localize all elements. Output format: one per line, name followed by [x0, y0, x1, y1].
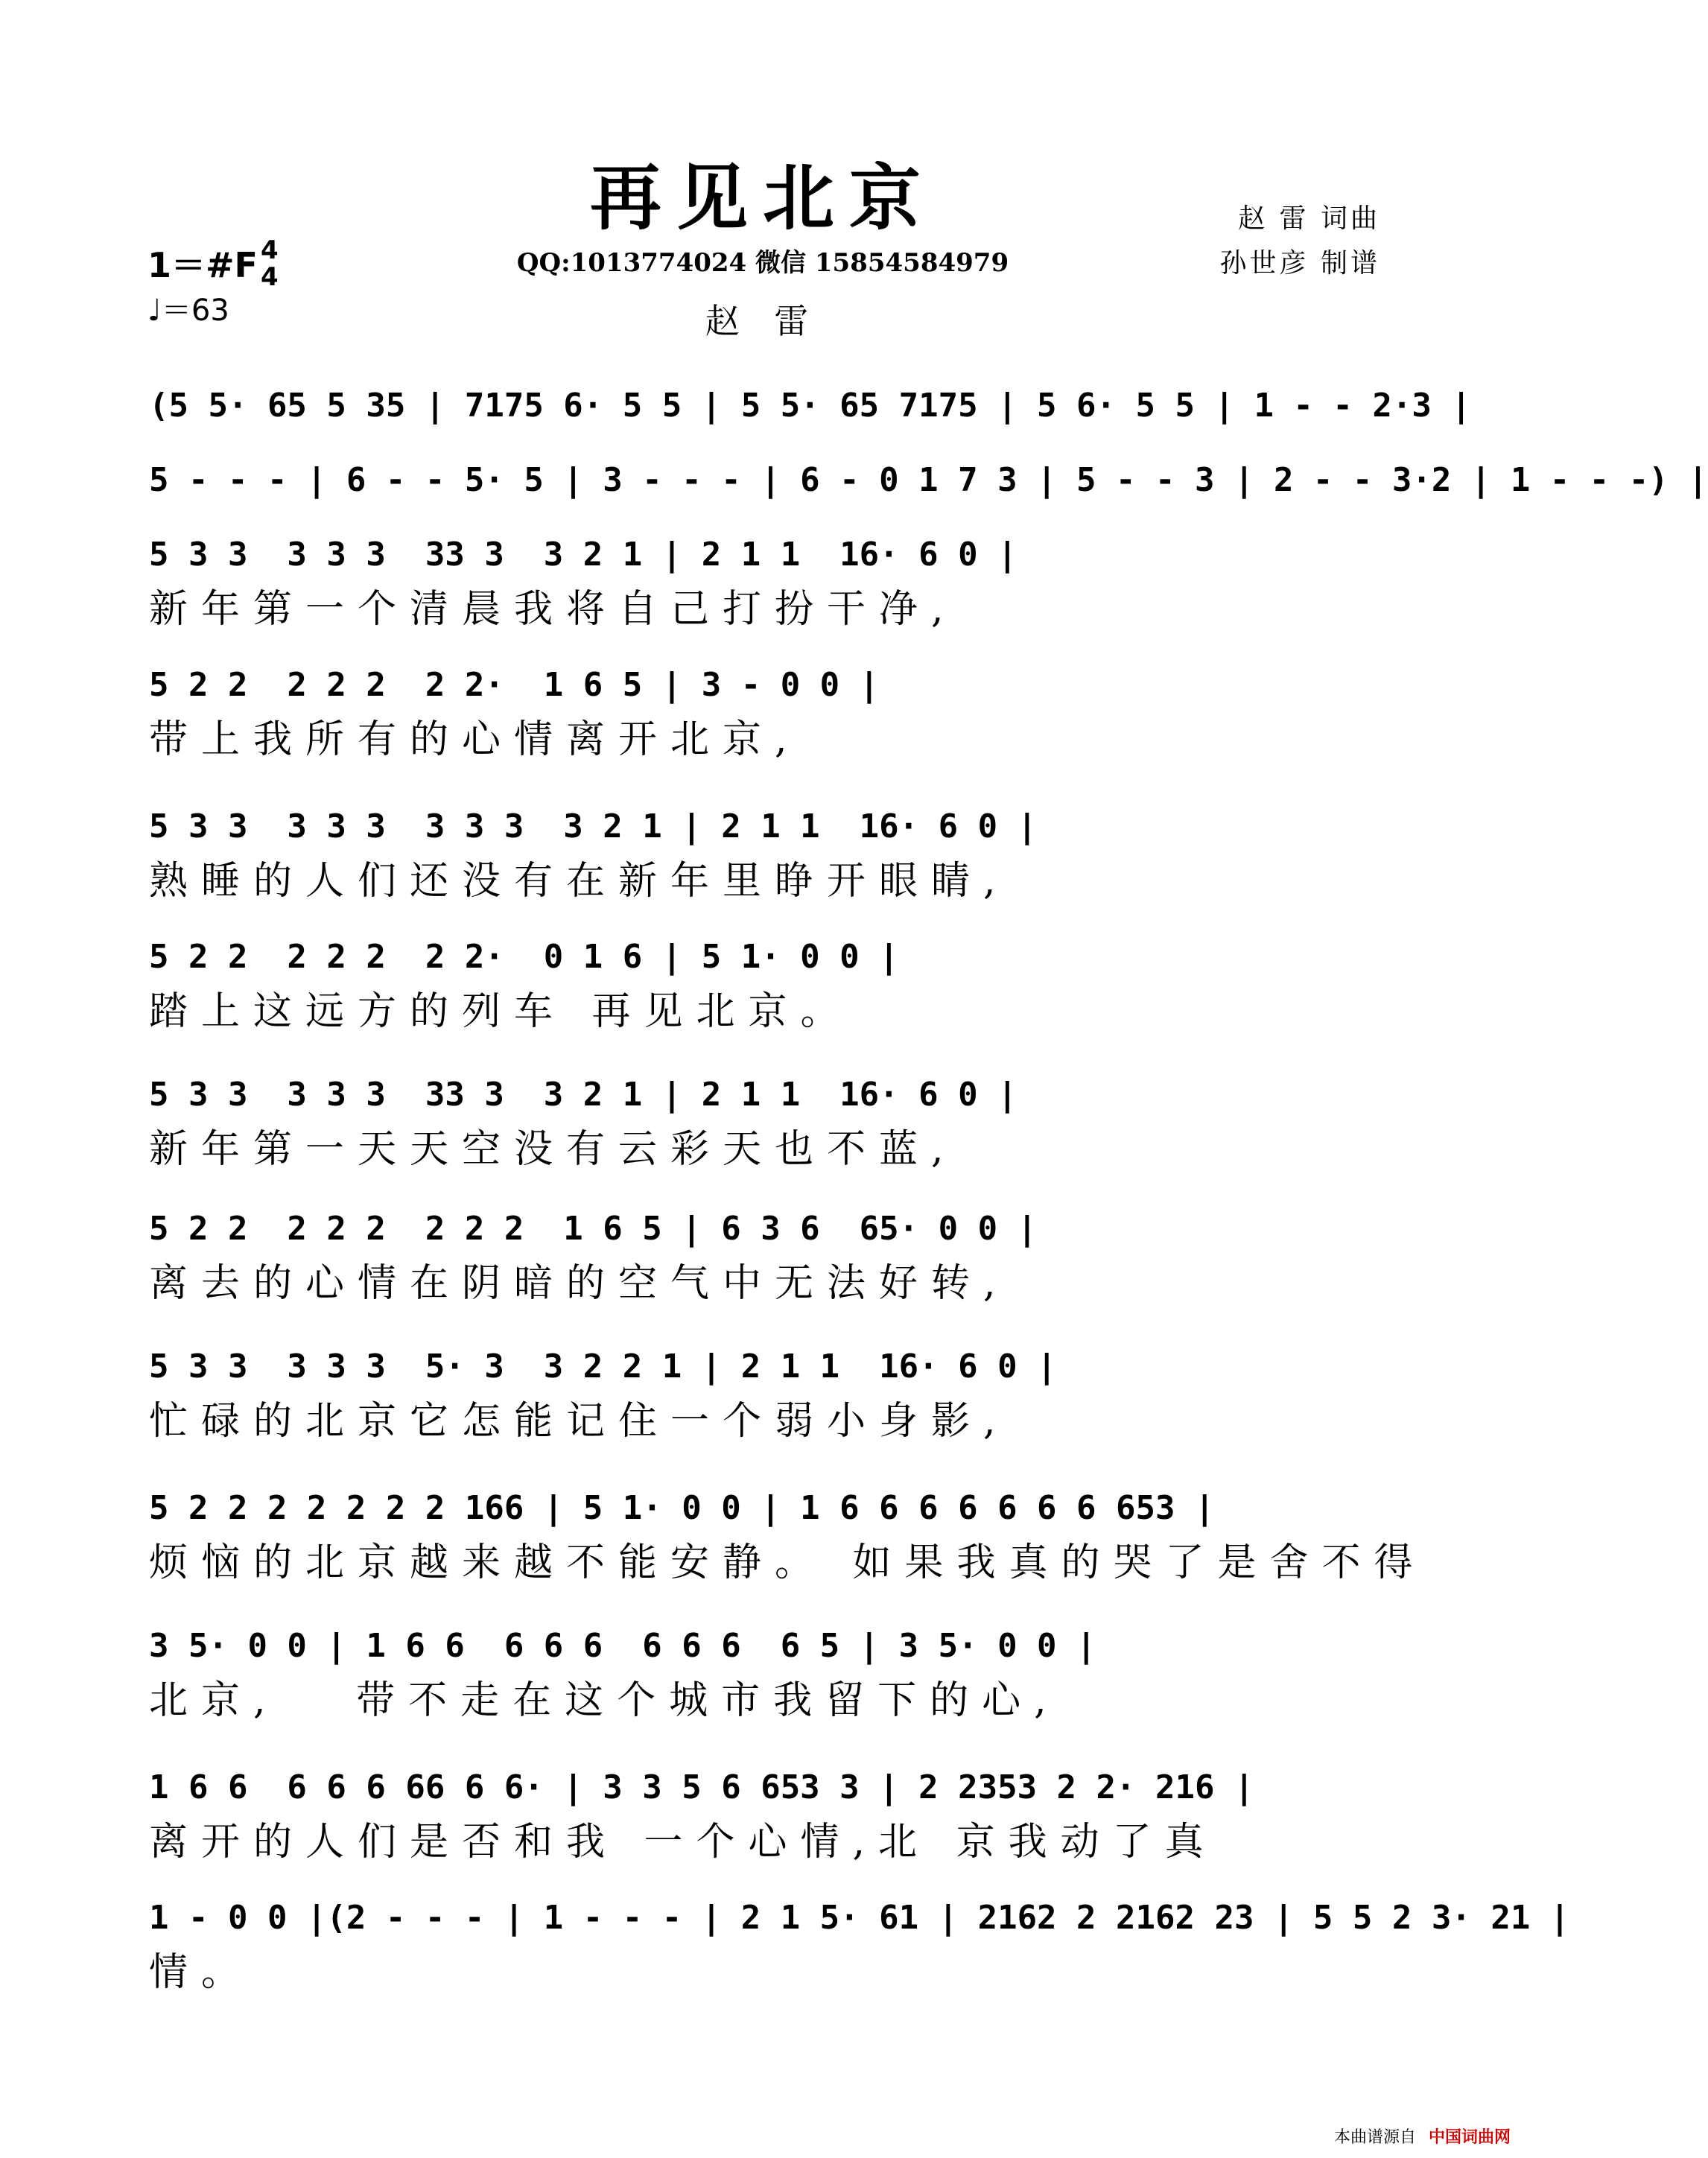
- notation-row: 5 3 3 3 3 3 33 3 3 2 1 | 2 1 1 16· 6 0 |: [149, 536, 1018, 574]
- score-line-9: [149, 1341, 1385, 1447]
- score-line-5: [149, 801, 1385, 907]
- notation-row: 5 3 3 3 3 3 5· 3 3 2 2 1 | 2 1 1 16· 6 0 |: [149, 1348, 1057, 1386]
- score-line-4: [149, 659, 1385, 766]
- notation-row: 3 5· 0 0 | 1 6 6 6 6 6 6 6 6 6 5 | 3 5· 0 0 |: [149, 1627, 1096, 1665]
- lyric-row: 离去的心情在阴暗的空气中无法好转,: [149, 1261, 1009, 1306]
- meter-bottom: 4: [261, 262, 279, 292]
- score-line-7: [149, 1069, 1385, 1175]
- lyric-row: 离开的人们是否和我 一个心情,北 京我动了真: [149, 1820, 1217, 1865]
- lyric-row: 新年第一个清晨我将自己打扮干净,: [149, 587, 957, 632]
- notation-row: 5 3 3 3 3 3 33 3 3 2 1 | 2 1 1 16· 6 0 |: [149, 1076, 1018, 1114]
- lyric-row: 带上我所有的心情离开北京,: [149, 717, 801, 762]
- score-credit: 孙世彦 制谱: [1219, 248, 1380, 279]
- song-title: 再见北京: [590, 156, 936, 240]
- lyric-row: 踏上这远方的列车 再见北京。: [149, 989, 853, 1034]
- lyric-row: 北京, 带不走在这个城市我留下的心,: [149, 1678, 1060, 1723]
- score-line-13: [149, 1892, 1570, 1999]
- score-line-10: [149, 1482, 1426, 1589]
- score-line-11: [149, 1620, 1385, 1727]
- contact-info: QQ:1013774024 微信 15854584979: [516, 248, 1009, 278]
- score-line-3: [149, 529, 1385, 635]
- score-line-6: [149, 931, 1385, 1038]
- lyric-row: 新年第一天天空没有云彩天也不蓝,: [149, 1127, 957, 1172]
- notation-row: 5 3 3 3 3 3 3 3 3 3 2 1 | 2 1 1 16· 6 0 |: [149, 807, 1038, 845]
- meter-top: 4: [261, 235, 279, 265]
- notation-row: 1 6 6 6 6 6 66 6 6· | 3 3 5 6 653 3 | 2 2353 2 2· 216 |: [149, 1768, 1254, 1806]
- lyric-row: 忙碌的北京它怎能记住一个弱小身影,: [149, 1399, 1009, 1444]
- tempo-marking: ♩＝63: [147, 293, 229, 328]
- footer-source: 本曲谱源自: [1333, 2128, 1416, 2147]
- lyric-row: 烦恼的北京越来越不能安静。 如果我真的哭了是舍不得: [149, 1540, 1426, 1585]
- score-line-12: [149, 1762, 1385, 1868]
- notation-row: 5 2 2 2 2 2 2 2· 1 6 5 | 3 - 0 0 |: [149, 666, 880, 704]
- score-line-1: [149, 380, 1471, 434]
- score-line-2: [149, 454, 1708, 509]
- lyric-row: 熟睡的人们还没有在新年里睁开眼睛,: [149, 859, 1009, 904]
- notation-row: 5 2 2 2 2 2 2 2 2 1 6 5 | 6 3 6 65· 0 0 |: [149, 1210, 1038, 1248]
- score-line-8: [149, 1203, 1385, 1310]
- key-signature: 1＝#F: [147, 245, 258, 285]
- notation-row: 5 2 2 2 2 2 2 2 166 | 5 1· 0 0 | 1 6 6 6 6 6 6 6 653 |: [149, 1489, 1215, 1527]
- footer-site-link[interactable]: 中国词曲网: [1428, 2128, 1511, 2147]
- notation-row: 1 - 0 0 |(2 - - - | 1 - - - | 2 1 5· 61 | 2162 2 2162 23 | 5 5 2 3· 21 |: [149, 1899, 1570, 1937]
- footer: [1334, 2124, 1511, 2148]
- lyrics-music-credit: 赵 雷 词曲: [1238, 203, 1380, 234]
- notation-row: (5 5· 65 5 35 | 7175 6· 5 5 | 5 5· 65 7175 | 5 6· 5 5 | 1 - - 2·3 |: [149, 387, 1471, 425]
- notation-row: 5 - - - | 6 - - 5· 5 | 3 - - - | 6 - 0 1 7 3 | 5 - - 3 | 2 - - 3·2 | 1 - - -) |: [149, 461, 1708, 499]
- notation-row: 5 2 2 2 2 2 2 2· 0 1 6 | 5 1· 0 0 |: [149, 938, 899, 976]
- singer-name: 赵 雷: [705, 301, 821, 341]
- lyric-row: 情。: [149, 1950, 254, 1995]
